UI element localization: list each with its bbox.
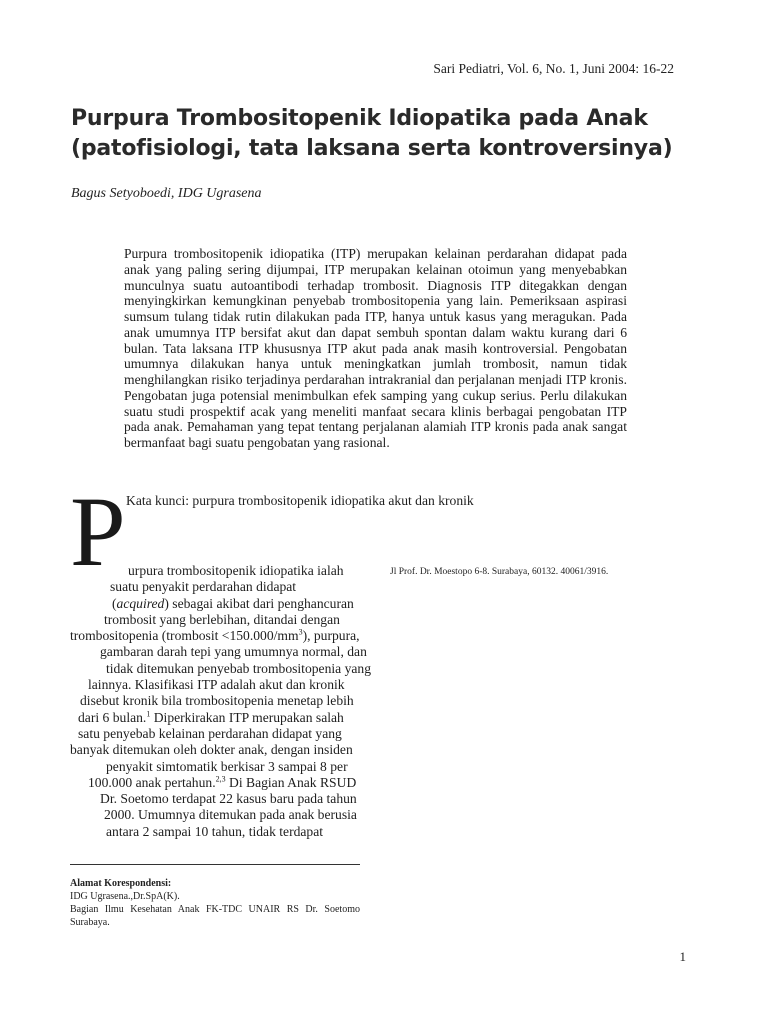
journal-reference: Sari Pediatri, Vol. 6, No. 1, Juni 2004: 16-22 (433, 61, 674, 76)
body-line: dari 6 bulan.$^1$ Diperkirakan ITP merupakan salah (78, 709, 344, 725)
body-line: banyak ditemukan oleh dokter anak, dengan insiden (70, 742, 353, 758)
body-line: penyakit simtomatik berkisar 3 sampai 8 per (106, 758, 348, 774)
correspondence-affiliation: Bagian Ilmu Kesehatan Anak FK-TDC UNAIR RS Dr. Soetomo (70, 904, 360, 915)
body-line: satu penyebab kelainan perdarahan didapat yang (78, 725, 342, 741)
keywords: Kata kunci: purpura trombositopenik idiopatika akut dan kronik (126, 493, 474, 508)
body-line: Dr. Soetomo terdapat 22 kasus baru pada tahun (100, 791, 357, 807)
title-line-2: (patofisiologi, tata laksana serta kontroversinya) (71, 136, 673, 161)
body-line: urpura trombositopenik idiopatika ialah (128, 563, 344, 578)
body-line: antara 2 sampai 10 tahun, tidak terdapat (106, 823, 324, 839)
article-title (71, 104, 711, 164)
body-line: tidak ditemukan penyebab trombositopenia yang (106, 660, 372, 676)
correspondence-city: Surabaya. (70, 917, 110, 928)
body-line: 100.000 anak pertahun.$^{2,3}$ Di Bagian Anak RSUD (88, 774, 357, 790)
abstract: Purpura trombositopenik idiopatika (ITP) merupakan kelainan perdarahan didapat pada anak yang paling sering dijumpai, ITP merupakan kelainan otoimun yang menyebabkan munculnya suatu autoantibodi terhadap trombosit. Diagnosis ITP ditegakkan dengan menyingkirkan kemungkinan penyebab trombositopenia yang lain. Pemeriksaan aspirasi sumsum tulang tidak rutin dilakukan pada ITP, hanya untuk kasus yang meragukan. Pada anak umumnya ITP bersifat akut dan dapat sembuh spontan dalam waktu kurang dari 6 bulan. Tata laksana ITP khususnya ITP akut pada anak masih kontroversial. Pengobatan umumnya dilakukan hanya untuk meningkatkan jumlah trombosit, namun tidak menghilangkan risiko terjadinya perdarahan intrakranial dan perjalanan menjadi ITP kronis. Pengobatan juga potensial menimbulkan efek samping yang cukup serius. Perlu dilakukan suatu studi prospektif acak yang meneliti manfaat secara klinis berbagai pengobatan ITP pada anak. Pemahaman yang tepat tentang perjalanan alamiah ITP kronis pada anak sangat bermanfaat bagi suatu pengobatan yang rasional. (124, 246, 627, 450)
body-line: (acquired) sebagai akibat dari penghancuran (112, 595, 354, 611)
body-line: suatu penyakit perdarahan didapat (110, 579, 297, 595)
body-line: disebut kronik bila trombositopenia menetap lebih (80, 693, 354, 709)
body-text (70, 563, 372, 840)
body-line: gambaran darah tepi yang umumnya normal, dan (100, 644, 367, 660)
body-line: trombositopenia (trombosit $<150.000/mm^3$), purpura, (70, 627, 360, 644)
italic-term: acquired (116, 595, 165, 611)
correspondence-name: IDG Ugrasena.,Dr.SpA(K). (70, 891, 180, 902)
correspondence (70, 877, 360, 929)
body-line: trombosit yang berlebihan, ditandai dengan (104, 611, 340, 627)
body-line: 2000. Umumnya ditemukan pada anak berusia (104, 807, 357, 823)
address-note: Jl Prof. Dr. Moestopo 6-8. Surabaya, 60132. 40061/3916. (390, 567, 609, 577)
title-line-1: Purpura Trombositopenik Idiopatika pada Anak (71, 106, 648, 131)
page-number: 1 (679, 949, 686, 964)
body-line: lainnya. Klasifikasi ITP adalah akut dan kronik (88, 677, 345, 693)
correspondence-heading: Alamat Korespondensi: (70, 878, 172, 889)
authors: Bagus Setyoboedi, IDG Ugrasena (71, 186, 262, 201)
drop-cap: P (70, 476, 126, 587)
footnote-divider (70, 864, 360, 865)
